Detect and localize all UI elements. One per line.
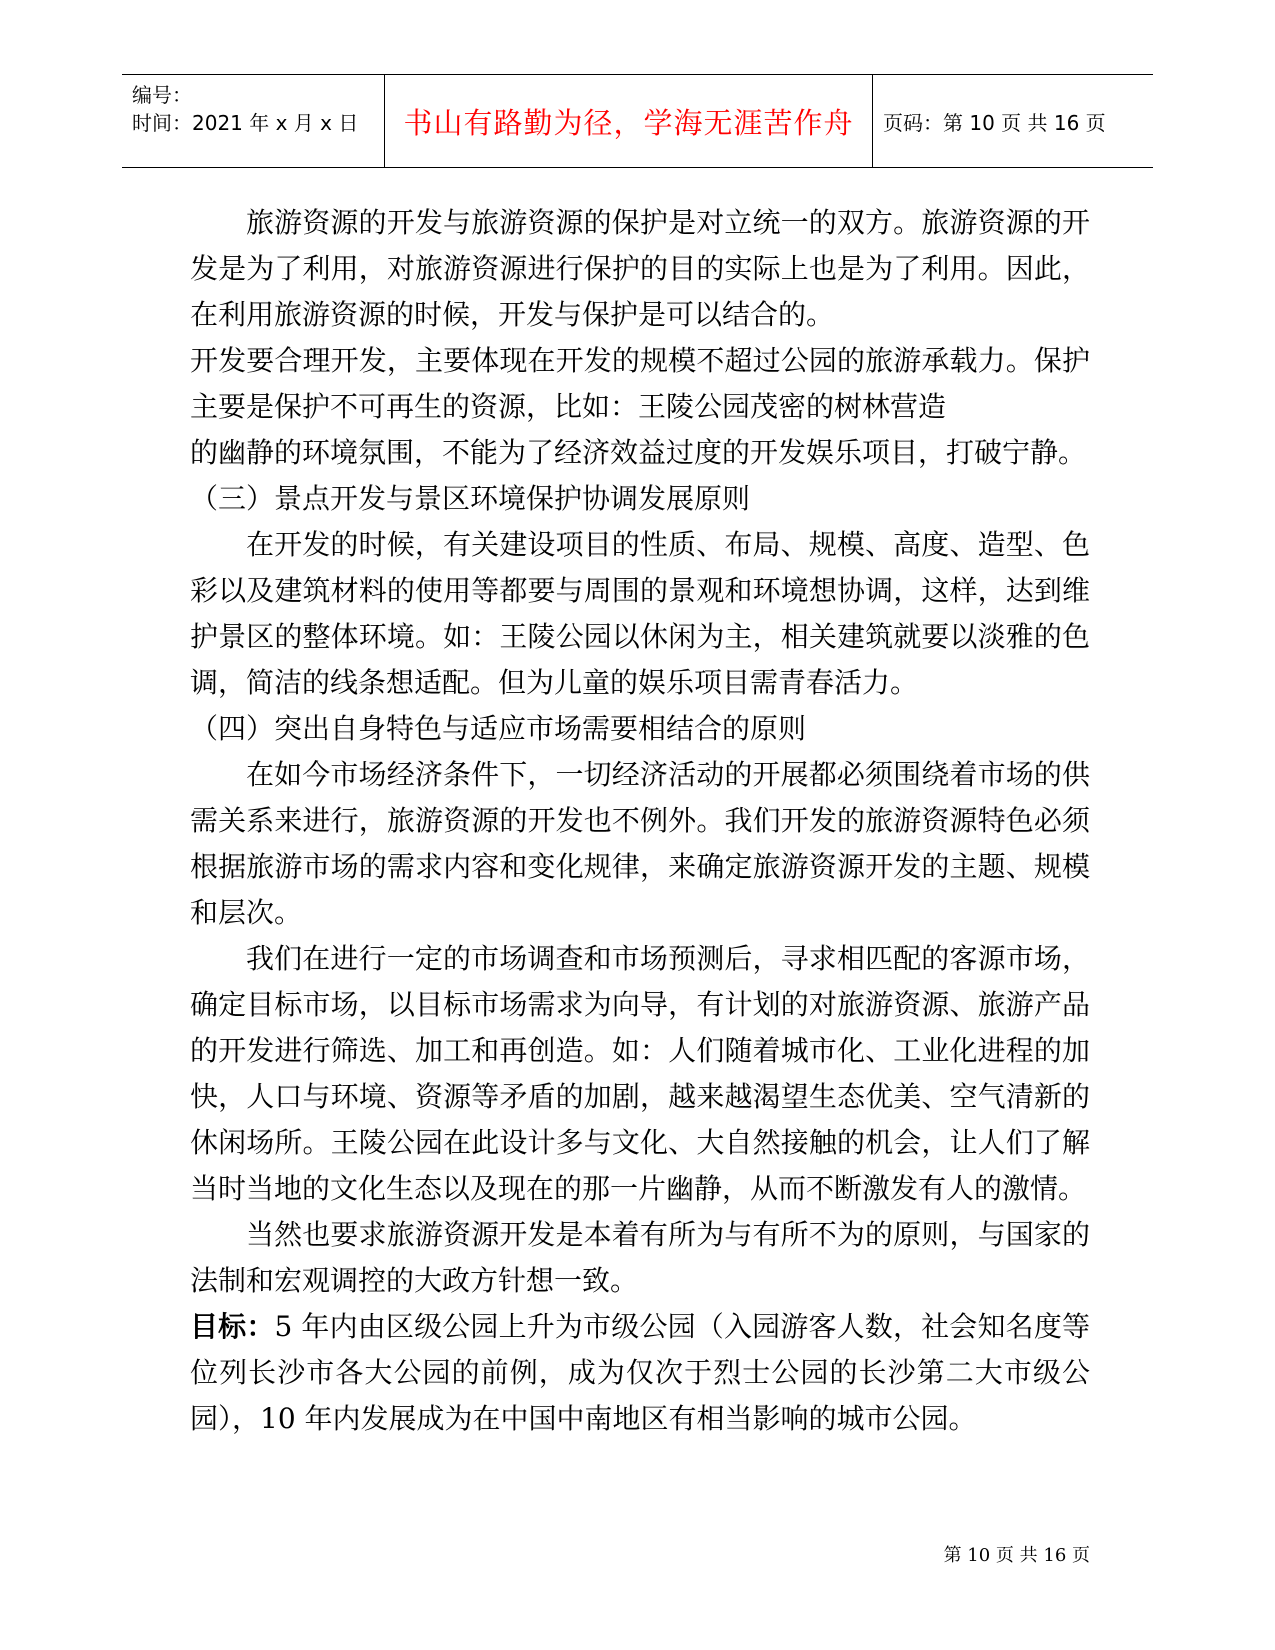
paragraph: 在开发的时候，有关建设项目的性质、布局、规模、高度、造型、色彩以及建筑材料的使用等都要与周围的景观和环境想协调，这样，达到维护景区的整体环境。如：王陵公园以休闲为主，相关建筑就要以淡雅的色调，简洁的线条想适配。但为儿童的娱乐项目需青春活力。 (190, 528, 1090, 699)
section-heading: （四）突出自身特色与适应市场需要相结合的原则 (190, 712, 807, 745)
paragraph: 我们在进行一定的市场调查和市场预测后，寻求相匹配的客源市场，确定目标市场，以目标市场需求为向导，有计划的对旅游资源、旅游产品的开发进行筛选、加工和再创造。如：人们随着城市化、工业化进程的加快，人口与环境、资源等矛盾的加剧，越来越渴望生态优美、空气清新的休闲场所。王陵公园在此设计多与文化、大自然接触的机会，让人们了解当时当地的文化生态以及现在的那一片幽静，从而不断激发有人的激情。 (190, 942, 1090, 1205)
page-footer: 第 10 页 共 16 页 (943, 1545, 1090, 1566)
header-motto-cell (385, 75, 873, 167)
page-code: 页码：第 10 页 共 16 页 (883, 110, 1106, 135)
paragraph: 开发要合理开发，主要体现在开发的规模不超过公园的旅游承载力。保护主要是保护不可再生的资源，比如：王陵公园茂密的树林营造 (190, 344, 1090, 423)
paragraph: 当然也要求旅游资源开发是本着有所为与有所不为的原则，与国家的法制和宏观调控的大政方针想一致。 (190, 1218, 1090, 1297)
goal-label: 目标： (190, 1310, 275, 1343)
header-info-cell (122, 75, 385, 167)
goal-text: 5 年内由区级公园上升为市级公园（入园游客人数，社会知名度等位列长沙市各大公园的前例，成为仅次于烈士公园的长沙第二大市级公园），10 年内发展成为在中国中南地区有相当影响的城市公园。 (190, 1310, 1090, 1435)
time-label: 时间：2021 年 x 月 x 日 (132, 111, 359, 135)
paragraph: 旅游资源的开发与旅游资源的保护是对立统一的双方。旅游资源的开发是为了利用，对旅游资源进行保护的目的实际上也是为了利用。因此，在利用旅游资源的时候，开发与保护是可以结合的。 (190, 206, 1090, 331)
goal-paragraph (190, 1304, 1090, 1442)
section-heading: （三）景点开发与景区环境保护协调发展原则 (190, 482, 751, 515)
paragraph: 的幽静的环境氛围，不能为了经济效益过度的开发娱乐项目，打破宁静。 (190, 436, 1087, 469)
serial-label: 编号： (132, 83, 192, 107)
document-body (190, 200, 1090, 1442)
motto-text: 书山有路勤为径，学海无涯苦作舟 (403, 105, 854, 140)
header-table (122, 74, 1153, 168)
paragraph: 在如今市场经济条件下，一切经济活动的开展都必须围绕着市场的供需关系来进行，旅游资源的开发也不例外。我们开发的旅游资源特色必须根据旅游市场的需求内容和变化规律，来确定旅游资源开发的主题、规模和层次。 (190, 758, 1090, 929)
